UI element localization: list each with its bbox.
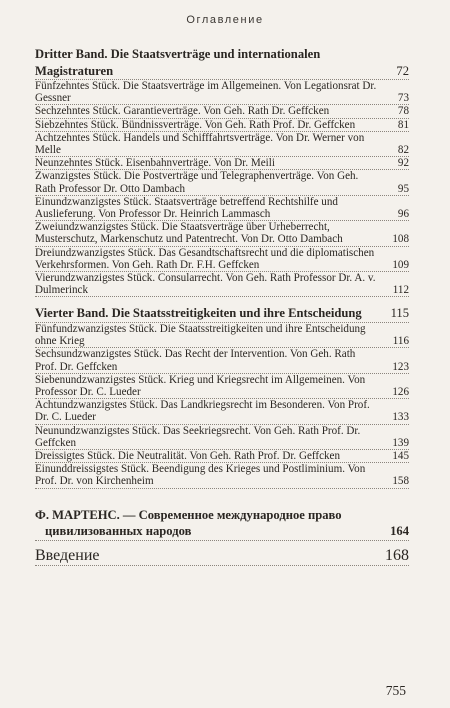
toc-page-number: 112 (392, 284, 409, 297)
toc-entry-row (35, 399, 409, 424)
toc-entry-title: Vierundzwanzigstes Stück. Consularrecht. Von Geh. Rath Professor Dr. A. v. Dulmerinck (35, 272, 376, 297)
toc-entry-row (35, 157, 409, 170)
toc-entry-row (35, 132, 409, 157)
toc-page-number: 168 (385, 546, 409, 564)
toc-entry-row (35, 323, 409, 348)
toc-entry-row (35, 374, 409, 399)
toc-page-number: 73 (397, 92, 409, 105)
toc-entry-row (35, 463, 409, 488)
toc-entry-row (35, 247, 409, 272)
toc-entry-title: Siebzehntes Stück. Bündnissverträge. Von Geh. Rath Prof. Dr. Geffcken (35, 118, 356, 131)
toc-entry-title: Zwanzigstes Stück. Die Postverträge und Telegraphenverträge. Von Geh. Rath Professor Dr. Otto Dambach (35, 170, 359, 195)
toc-entry-title: Zweiundzwanzigstes Stück. Die Staatsverträge über Urheberrecht, Musterschutz, Markenschutz und Patentrecht. Von Dr. Otto Dambach (35, 221, 343, 246)
toc-entry-title: Achtzehntes Stück. Handels und Schifffahrtsverträge. Von Dr. Werner von Melle (35, 131, 365, 157)
toc-page-number: 116 (392, 335, 409, 348)
toc-entry-row (35, 425, 409, 450)
toc-page-number: 133 (392, 411, 409, 424)
toc-page-number: 115 (390, 306, 409, 321)
toc-page-number: 108 (392, 233, 409, 246)
toc-entry-title: Siebenundzwanzigstes Stück. Krieg und Kriegsrecht im Allgemeinen. Von Professor Dr. C. Lueder (35, 373, 366, 398)
toc-entry-title: Sechsundzwanzigstes Stück. Das Recht der Intervention. Von Geh. Rath Prof. Dr. Geffcken (35, 348, 356, 373)
toc-page-number: 145 (392, 449, 409, 462)
toc-entry-row (35, 196, 409, 221)
toc-intro-row (35, 547, 409, 566)
toc-entry-title: Einunddreissigstes Stück. Beendigung des Krieges und Postliminium. Von Prof. Dr. von Kirchenheim (35, 463, 366, 488)
toc-entry-title: Dreiundzwanzigstes Stück. Das Gesandtschaftsrecht und die diplomatischen Verkehrsformen. Von Geh. Rath Dr. F.H. Geffcken (35, 246, 375, 271)
toc-entry-row (35, 105, 409, 118)
toc-page-number: 164 (390, 524, 409, 539)
toc-entry-row (35, 119, 409, 132)
toc-page-number: 92 (397, 157, 409, 170)
toc-entry-row (35, 450, 409, 463)
page-header: Оглавление (186, 14, 264, 26)
toc-entry-title: Fünfzehntes Stück. Die Staatsverträge im Allgemeinen. Von Legationsrat Dr. Gessner (35, 80, 377, 105)
toc-entry-title: Ф. МАРТЕНС. — Современное международное право цивилизованных народов (35, 507, 342, 539)
toc-entry-title: Введение (35, 546, 100, 564)
toc-page-number: 109 (392, 258, 409, 271)
toc-page-number: 123 (392, 360, 409, 373)
toc-entry-title: Dreissigtes Stück. Die Neutralität. Von Geh. Rath Prof. Dr. Geffcken (35, 449, 341, 462)
toc-page-number: 139 (392, 436, 409, 449)
toc-entry-title: Fünfundzwanzigstes Stück. Die Staatsstreitigkeiten und ihre Entscheidung ohne Krieg (35, 322, 366, 348)
toc-page-number: 96 (397, 208, 409, 221)
toc-entry-row (35, 170, 409, 195)
toc-entry-row (35, 348, 409, 373)
toc-entry-title: Achtundzwanzigstes Stück. Das Landkriegsrecht im Besonderen. Von Prof. Dr. C. Lueder (35, 399, 370, 424)
toc-entry-title: Sechzehntes Stück. Garantieverträge. Von Geh. Rath Dr. Geffcken (35, 105, 330, 118)
toc-entry-title: Neunzehntes Stück. Eisenbahnverträge. Von Dr. Meili (35, 157, 275, 170)
toc-entry-title: Dritter Band. Die Staatsverträge und internationalen Magistraturen (35, 47, 321, 78)
toc-page-number: 126 (392, 385, 409, 398)
toc-band-row (35, 46, 409, 80)
toc-page-number: 81 (397, 118, 409, 131)
toc-entry-title: Einundzwanzigstes Stück. Staatsverträge betreffend Rechtshilfe und Auslieferung. Von Professor Dr. Heinrich Lammasch (35, 195, 338, 221)
table-of-contents (35, 46, 409, 566)
toc-band-row (35, 305, 409, 323)
toc-page-number: 78 (397, 105, 409, 118)
toc-entry-title: Neunundzwanzigstes Stück. Das Seekriegsrecht. Von Geh. Rath Prof. Dr. Geffcken (35, 424, 361, 449)
toc-entry-title: Vierter Band. Die Staatsstreitigkeiten und ihre Entscheidung (35, 306, 362, 321)
toc-page-number: 82 (397, 144, 409, 157)
toc-entry-row (35, 80, 409, 105)
toc-entry-row (35, 272, 409, 297)
toc-section-row (35, 507, 409, 541)
toc-entry-row (35, 221, 409, 246)
page-number: 755 (385, 683, 406, 698)
toc-page-number: 72 (396, 63, 409, 78)
toc-page-number: 158 (392, 475, 409, 488)
toc-page-number: 95 (397, 182, 409, 195)
